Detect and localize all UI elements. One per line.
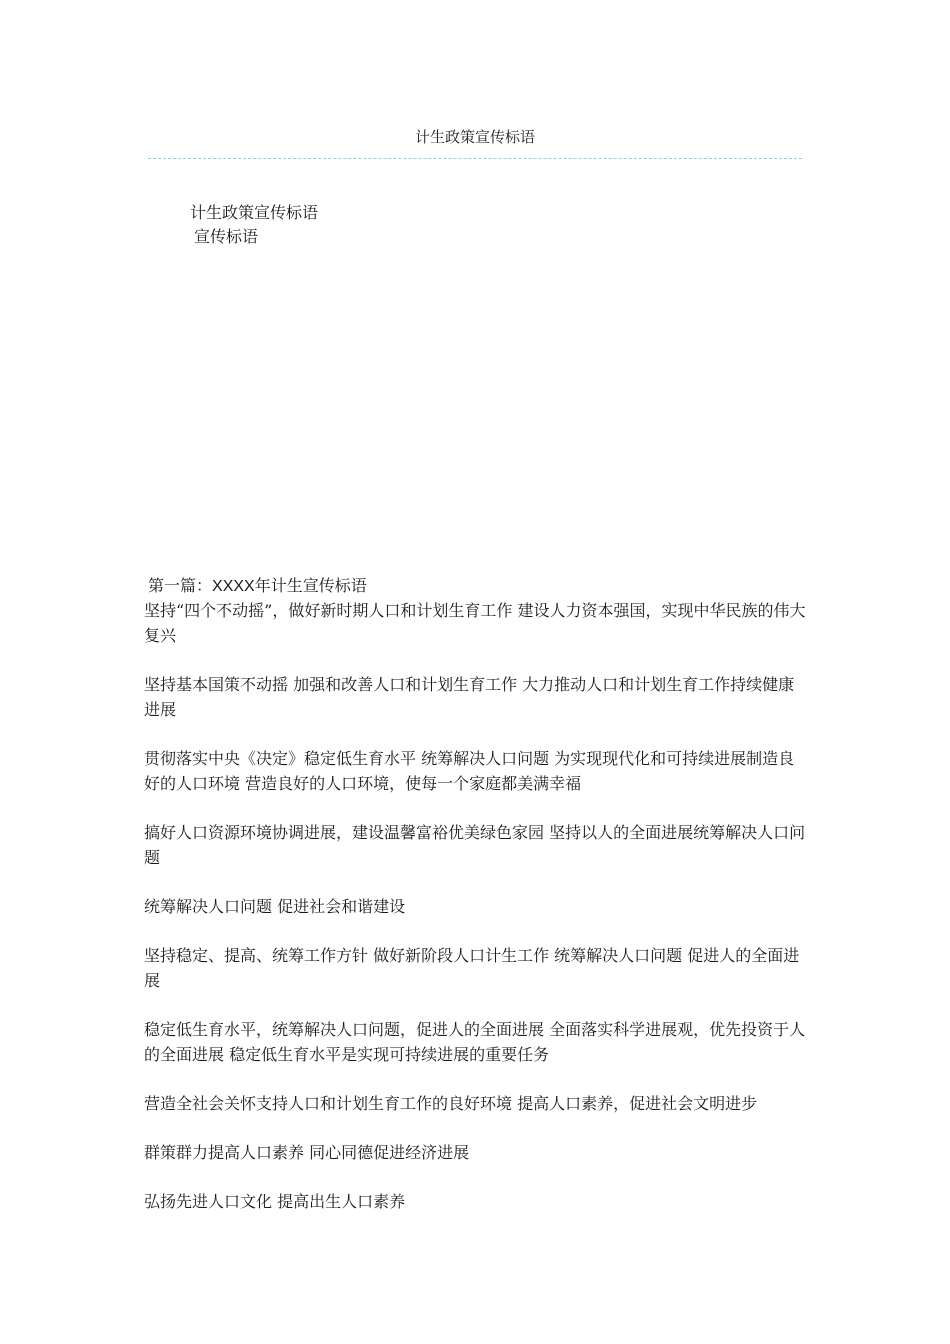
chapter-suffix: 年计生宣传标语 — [254, 576, 367, 595]
slogan-item: 稳定低生育水平，统筹解决人口问题，促进人的全面进展 全面落实科学进展观，优先投资于人的全面进展 稳定低生育水平是实现可持续进展的重要任务 — [144, 1020, 806, 1064]
chapter-year: XXXX — [212, 578, 255, 595]
slogan-item: 搞好人口资源环境协调进展，建设温馨富裕优美绿色家园 坚持以人的全面进展统筹解决人口问题 — [144, 823, 806, 867]
slogan-item: 统筹解决人口问题 促进社会和谐建设 — [144, 897, 406, 916]
chapter-prefix: 第一篇： — [148, 576, 213, 595]
slogan-list — [144, 598, 808, 1238]
slogan-item: 群策群力提高人口素养 同心同德促进经济进展 — [144, 1143, 470, 1162]
slogan-item: 弘扬先进人口文化 提高出生人口素养 — [144, 1192, 406, 1211]
document-title: 计生政策宣传标语 — [190, 203, 319, 222]
slogan-item: 坚持稳定、提高、统筹工作方针 做好新阶段人口计生工作 统筹解决人口问题 促进人的全面进展 — [144, 946, 800, 990]
chapter-heading — [148, 575, 367, 598]
page-header-title: 计生政策宣传标语 — [414, 128, 535, 146]
slogan-item: 贯彻落实中央《决定》稳定低生育水平 统筹解决人口问题 为实现现代化和可持续进展制造良好的人口环境 营造良好的人口环境，使每一个家庭都美满幸福 — [144, 749, 795, 793]
slogan-item: 坚持基本国策不动摇 加强和改善人口和计划生育工作 大力推动人口和计划生育工作持续健康进展 — [144, 675, 795, 719]
slogan-item: 坚持“四个不动摇”，做好新时期人口和计划生育工作 建设人力资本强国，实现中华民族的伟大复兴 — [144, 601, 806, 645]
slogan-item: 营造全社会关怀支持人口和计划生育工作的良好环境 提高人口素养，促进社会文明进步 — [144, 1094, 758, 1113]
document-subtitle: 宣传标语 — [194, 227, 259, 246]
header-divider — [148, 158, 802, 159]
